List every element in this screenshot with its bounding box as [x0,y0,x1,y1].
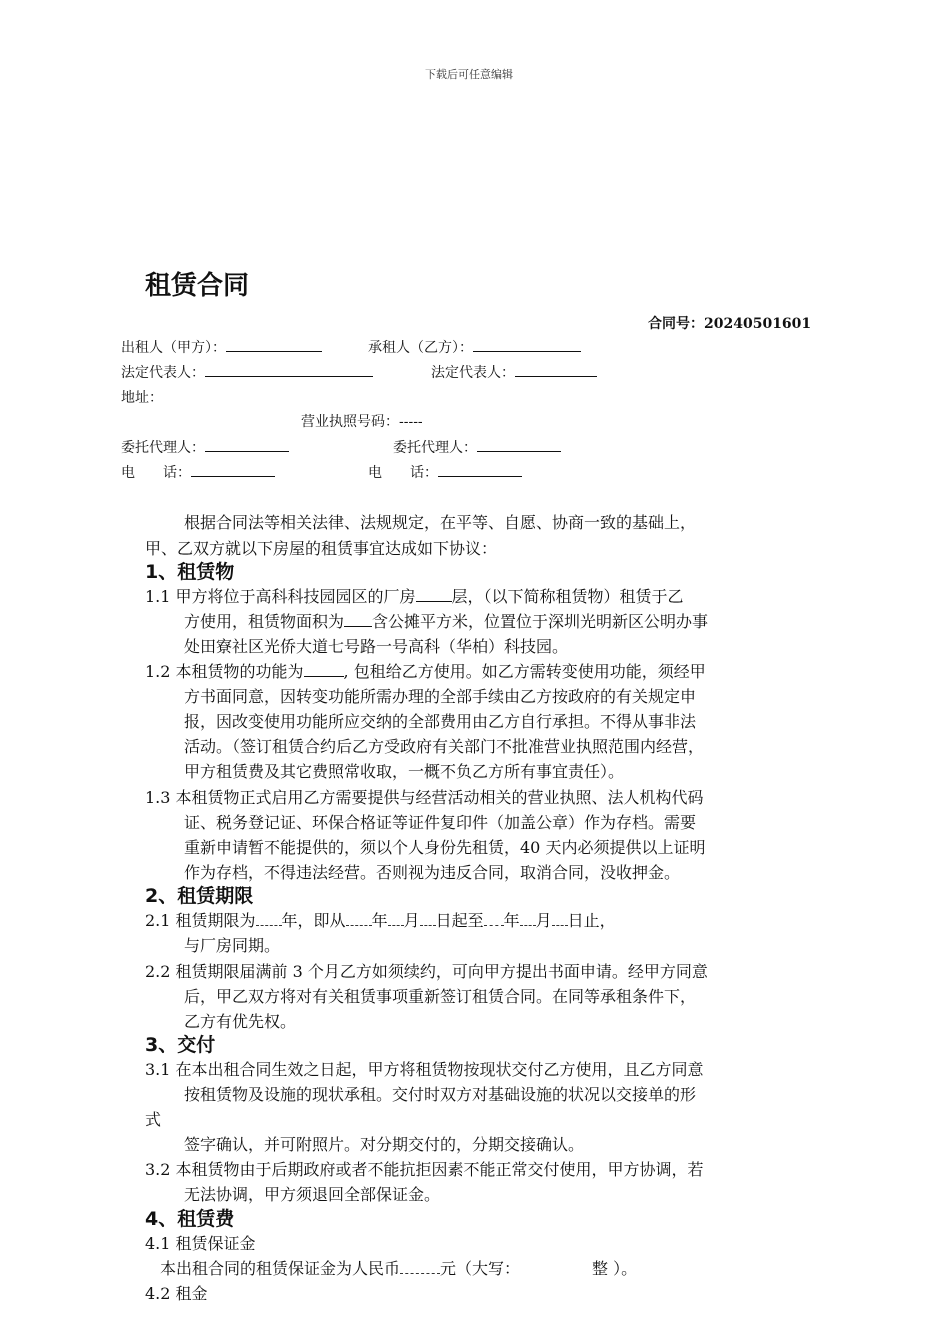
section-4-title: 4、租赁费 [145,1208,235,1230]
clause-text: 整 ）。 [592,1259,638,1278]
lessor-legal-rep-label: 法定代表人： [121,365,205,381]
clause-2-2-line-2: 后，甲乙双方将对有关租赁事项重新签订租赁合同。在同等承租条件下， [184,987,697,1006]
end-year-blank [484,911,504,926]
clause-text: 月 [403,911,420,930]
clause-3-1-line-3: 式 [145,1110,162,1129]
clause-2-1-line-1 [145,908,616,931]
contract-number-label: 合同号： [648,316,704,332]
clause-1-1-line-1 [145,584,684,607]
clause-1-1-line-3: 处田寮社区光侨大道七号路一号高科（华柏）科技园。 [184,637,569,656]
clause-text: 1.1 甲方将位于高科科技园园区的厂房 [145,587,416,606]
end-month-blank [520,911,536,926]
lessee-phone-label: 电 话： [368,465,438,481]
clause-1-2-line-1 [145,659,706,682]
lessee-agent-row [393,437,561,457]
area-blank [344,612,372,627]
clause-3-1-line-4: 签字确认，并可附照片。对分期交付的，分期交接确认。 [184,1135,585,1154]
lessee-row [368,337,581,357]
clause-1-2-line-4: 活动。（签订租赁合约后乙方受政府有关部门不批准营业执照范围内经营， [184,737,705,756]
start-day-blank [420,911,436,926]
clause-text: 月 [535,911,552,930]
lessor-agent-row [121,437,289,457]
clause-3-1-line-1: 3.1 在本出租合同生效之日起，甲方将租赁物按现状交付乙方使用，且乙方同意 [145,1060,704,1079]
clause-text: 年 [371,911,388,930]
clause-2-2-line-1: 2.2 租赁期限届满前 3 个月乙方如须续约，可向甲方提出书面申请。经甲方同意 [145,962,708,981]
deposit-line [160,1256,637,1279]
clause-1-3-line-4: 作为存档，不得违法经营。否则视为违反合同，取消合同，没收押金。 [184,863,681,882]
lessee-legal-rep-label: 法定代表人： [431,365,515,381]
lessee-legal-rep-blank [515,364,597,377]
end-day-blank [552,911,568,926]
lessor-label: 出租人（甲方）： [121,340,226,356]
function-blank [304,662,344,677]
lessor-agent-label: 委托代理人： [121,440,205,456]
lessee-agent-label: 委托代理人： [393,440,477,456]
intro-line-1: 根据合同法等相关法律、法规规定，在平等、自愿、协商一致的基础上， [184,513,697,532]
lessor-legal-rep-row [121,362,373,382]
clause-3-1-line-2: 按租赁物及设施的现状承租。交付时双方对基础设施的状况以交接单的形 [184,1085,697,1104]
clause-4-2: 4.2 租金 [145,1284,208,1303]
floor-blank [416,587,452,602]
lessee-blank [473,339,581,352]
lessee-phone-blank [438,464,522,477]
clause-1-2-line-5: 甲方租赁费及其它费照常收取，一概不负乙方所有事宜责任）。 [184,762,625,781]
clause-2-1-line-2: 与厂房同期。 [184,936,281,955]
clause-text: 方使用，租赁物面积为 [184,612,345,631]
clause-text: 日起至 [435,911,484,930]
lessee-phone-row [368,462,522,482]
license-label: 营业执照号码： [301,414,399,430]
clause-text: 含公摊平方米，位置位于深圳光明新区公明办事 [372,612,709,631]
clause-3-2-line-1: 3.2 本租赁物由于后期政府或者不能抗拒因素不能正常交付使用，甲方协调，若 [145,1160,704,1179]
clause-text: 1.2 本租赁物的功能为 [145,662,304,681]
term-years-blank [256,911,282,926]
clause-text: 年，即从 [281,911,346,930]
lessor-row [121,337,322,357]
lessor-blank [226,339,322,352]
lessor-agent-blank [205,439,289,452]
address-label: 地址： [121,390,163,406]
lessee-label: 承租人（乙方）： [368,340,473,356]
clause-text: 年 [503,911,520,930]
clause-text: 元（大写： [440,1259,521,1278]
section-1-title: 1、租赁物 [145,561,235,583]
clause-3-2-line-2: 无法协调，甲方须退回全部保证金。 [184,1185,441,1204]
clause-text: 层，（以下简称租赁物）租赁于乙 [451,587,684,606]
clause-4-1: 4.1 租赁保证金 [145,1234,256,1253]
clause-1-3-line-1: 1.3 本租赁物正式启用乙方需要提供与经营活动相关的营业执照、法人机构代码 [145,788,704,807]
lessor-phone-label: 电 话： [121,465,191,481]
start-month-blank [388,911,404,926]
intro-line-2: 甲、乙双方就以下房屋的租赁事宜达成如下协议： [145,539,498,558]
section-2-title: 2、租赁期限 [145,885,254,907]
clause-text: 日止， [567,911,616,930]
contract-number-value: 20240501601 [704,316,812,332]
lessor-phone-blank [191,464,275,477]
clause-text: , 包租给乙方使用。如乙方需转变使用功能，须经甲 [343,662,706,681]
clause-1-1-line-2 [184,609,708,632]
clause-1-3-line-2: 证、税务登记证、环保合格证等证件复印件（加盖公章）作为存档。需要 [184,813,697,832]
clause-text: 本出租合同的租赁保证金为人民币 [160,1259,401,1278]
header-note: 下载后可任意编辑 [425,68,513,81]
lessee-agent-blank [477,439,561,452]
start-year-blank [346,911,372,926]
contract-number [648,313,811,333]
section-3-title: 3、交付 [145,1034,216,1056]
clause-text: 2.1 租赁期限为 [145,911,256,930]
license-row [301,411,423,431]
lessee-legal-rep-row [431,362,597,382]
lessor-legal-rep-blank [205,364,373,377]
clause-1-2-line-2: 方书面同意，因转变功能所需办理的全部手续由乙方按政府的有关规定申 [184,687,697,706]
clause-1-3-line-3: 重新申请暂不能提供的，须以个人身份先租赁，40 天内必须提供以上证明 [184,838,706,857]
license-value: ----- [399,414,423,430]
lessor-phone-row [121,462,275,482]
deposit-amount-blank [400,1259,440,1274]
clause-1-2-line-3: 报，因改变使用功能所应交纳的全部费用由乙方自行承担。不得从事非法 [184,712,697,731]
document-title: 租赁合同 [145,271,250,301]
clause-2-2-line-3: 乙方有优先权。 [184,1012,297,1031]
